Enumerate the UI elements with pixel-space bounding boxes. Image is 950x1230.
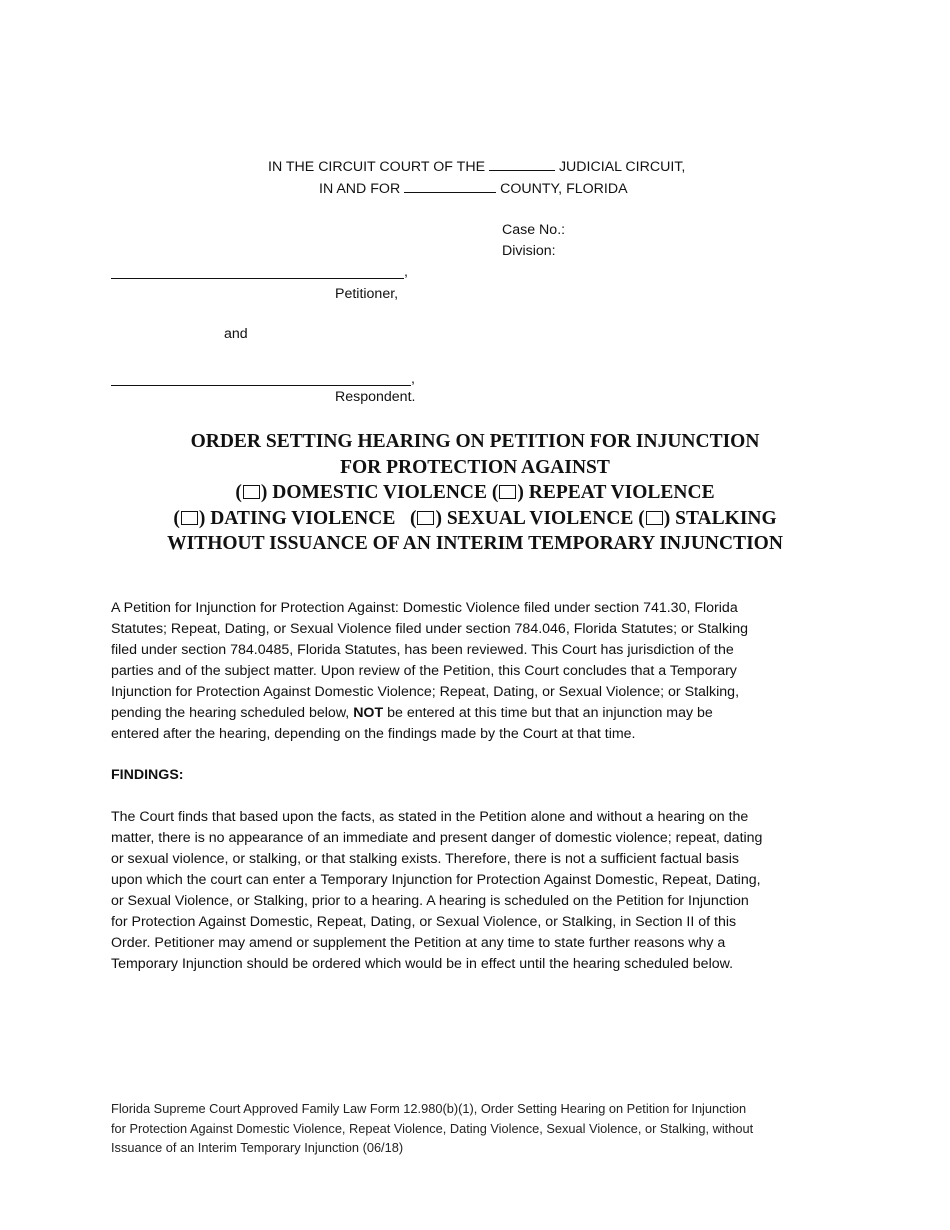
not-emphasis: NOT bbox=[353, 705, 384, 721]
intro-line: A Petition for Injunction for Protection Against: Domestic Violence filed under section 741.30, Florida bbox=[111, 600, 738, 616]
footer-line: for Protection Against Domestic Violence, Repeat Violence, Dating Violence, Sexual Violence, or Stalking, without bbox=[111, 1120, 754, 1136]
findings-heading: FINDINGS: bbox=[111, 767, 184, 783]
stalking-checkbox[interactable] bbox=[646, 511, 663, 525]
respondent-name-line[interactable] bbox=[111, 385, 411, 386]
petitioner-name-line[interactable] bbox=[111, 278, 404, 279]
findings-line: Temporary Injunction should be ordered which would be in effect until the hearing scheduled below. bbox=[111, 956, 734, 972]
county-line-prefix: IN AND FOR bbox=[319, 181, 401, 197]
sexual-violence-checkbox[interactable] bbox=[417, 511, 434, 525]
findings-line: or sexual violence, or stalking, or that stalking exists. Therefore, there is not a sufficient factual basis bbox=[111, 851, 739, 867]
findings-line: or Sexual Violence, or Stalking, prior to a hearing. A hearing is scheduled on the Petition for Injunction bbox=[111, 893, 749, 909]
footer-line: Issuance of an Interim Temporary Injunction (06/18) bbox=[111, 1140, 404, 1155]
circuit-line-prefix: IN THE CIRCUIT COURT OF THE bbox=[268, 159, 486, 175]
footer-line: Florida Supreme Court Approved Family Law Form 12.980(b)(1), Order Setting Hearing on Petition for Injunction bbox=[111, 1101, 747, 1116]
form-footer bbox=[111, 1099, 851, 1158]
repeat-violence-label: REPEAT VIOLENCE bbox=[528, 482, 715, 503]
circuit-blank[interactable] bbox=[489, 169, 555, 171]
title-line-4: ( ) DATING VIOLENCE ( ) SEXUAL VIOLENCE ( ) STALKING bbox=[173, 507, 777, 529]
intro-line: filed under section 784.0485, Florida Statutes, has been reviewed. This Court has jurisdiction of the bbox=[111, 642, 734, 658]
title-line-3: ( ) DOMESTIC VIOLENCE ( ) REPEAT VIOLENCE bbox=[235, 482, 715, 503]
domestic-violence-label: DOMESTIC VIOLENCE bbox=[272, 482, 487, 503]
county-line-suffix: COUNTY, FLORIDA bbox=[500, 181, 628, 197]
intro-line-6-end: be entered at this time but that an injunction may be bbox=[387, 705, 713, 721]
findings-line: for Protection Against Domestic, Repeat, Dating, or Sexual Violence, or Stalking, in Section II of this bbox=[111, 914, 737, 930]
dating-violence-checkbox[interactable] bbox=[181, 511, 198, 525]
findings-line: upon which the court can enter a Temporary Injunction for Protection Against Domestic, Repeat, Dating, bbox=[111, 872, 761, 888]
repeat-violence-checkbox[interactable] bbox=[499, 485, 516, 499]
domestic-violence-checkbox[interactable] bbox=[243, 485, 260, 499]
division-label: Division: bbox=[502, 243, 556, 259]
intro-line: entered after the hearing, depending on the findings made by the Court at that time. bbox=[111, 726, 636, 742]
petitioner-comma: , bbox=[404, 264, 408, 280]
stalking-label: STALKING bbox=[675, 507, 777, 529]
case-no-label: Case No.: bbox=[502, 222, 566, 238]
and-label: and bbox=[224, 326, 248, 342]
order-title bbox=[0, 429, 950, 557]
petitioner-label: Petitioner, bbox=[335, 286, 399, 302]
circuit-line-suffix: JUDICIAL CIRCUIT, bbox=[558, 159, 686, 175]
intro-paragraph bbox=[111, 598, 851, 745]
intro-line: parties and of the subject matter. Upon review of the Petition, this Court concludes that a Temporary bbox=[111, 663, 737, 679]
title-line-2: FOR PROTECTION AGAINST bbox=[340, 456, 610, 478]
sexual-violence-label: SEXUAL VIOLENCE bbox=[446, 507, 634, 529]
findings-line: Order. Petitioner may amend or supplement the Petition at any time to state further reasons why a bbox=[111, 935, 726, 951]
intro-line: Statutes; Repeat, Dating, or Sexual Violence filed under section 784.046, Florida Statutes; or Stalking bbox=[111, 621, 748, 637]
dating-violence-label: DATING VIOLENCE bbox=[210, 507, 396, 529]
circuit-court-line bbox=[268, 159, 685, 175]
respondent-label: Respondent. bbox=[335, 389, 416, 405]
findings-line: The Court finds that based upon the facts, as stated in the Petition alone and without a hearing on the bbox=[111, 809, 749, 825]
title-line-1: ORDER SETTING HEARING ON PETITION FOR INJUNCTION bbox=[190, 431, 760, 452]
respondent-comma: , bbox=[411, 371, 415, 387]
findings-line: matter, there is no appearance of an immediate and present danger of domestic violence; repeat, dating bbox=[111, 830, 763, 846]
intro-line bbox=[111, 703, 851, 724]
title-line-5: WITHOUT ISSUANCE OF AN INTERIM TEMPORARY INJUNCTION bbox=[167, 533, 783, 554]
county-line bbox=[319, 181, 628, 197]
intro-line-6-start: pending the hearing scheduled below, bbox=[111, 705, 350, 721]
intro-line: Injunction for Protection Against Domestic Violence; Repeat, Dating, or Sexual Violence; or Stalking, bbox=[111, 684, 740, 700]
county-blank[interactable] bbox=[404, 191, 496, 193]
findings-paragraph bbox=[111, 807, 851, 975]
